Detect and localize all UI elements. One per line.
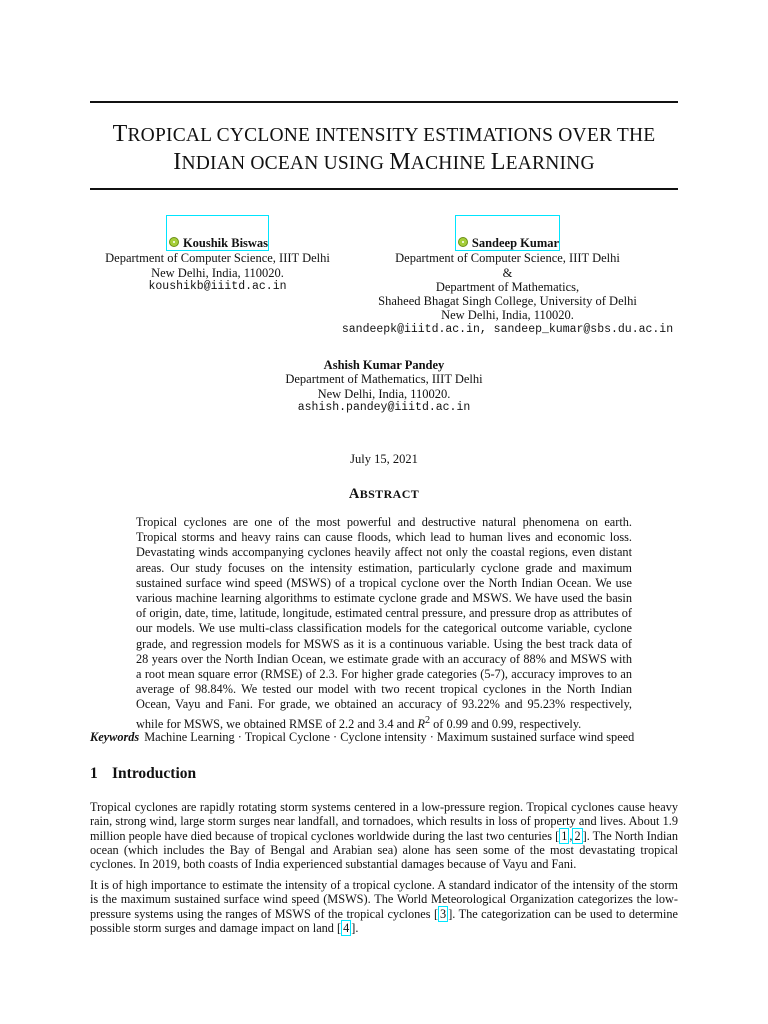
paper-title: [90, 121, 678, 177]
citation-link[interactable]: 3: [440, 906, 447, 921]
keywords-text: Machine Learning · Tropical Cyclone · Cyclone intensity · Maximum sustained surface wind speed: [144, 730, 635, 744]
intro-paragraph-2: It is of high importance to estimate the intensity of a tropical cyclone. A standard indicator of the intensity of the storm is the maximum sustained surface wind speed (MSWS). The World Meteorological Organization categorizes the low-pressure systems using the ranges of MSWS of the tropical cyclones [ 3 ]. The categorization can be used to determine possible storm surges and damage impact on land [ 4 ].: [90, 878, 679, 935]
orcid-icon: [169, 237, 179, 247]
author-name-row-2: [340, 215, 675, 251]
orcid-link-1[interactable]: [166, 215, 269, 251]
author-name: Koushik Biswas: [182, 236, 269, 250]
author-affiliation: Department of Mathematics, IIIT Delhi: [285, 372, 483, 387]
section-heading-introduction: 1 Introduction: [90, 765, 197, 782]
author-name: Ashish Kumar Pandey: [323, 358, 445, 372]
author-email[interactable]: koushikb@iiitd.ac.in: [148, 279, 287, 293]
author-affiliation: Department of Mathematics,: [435, 279, 580, 294]
author-affiliation: New Delhi, India, 110020.: [317, 386, 451, 401]
author-affiliation: New Delhi, India, 110020.: [151, 265, 284, 280]
author-block-1: [90, 215, 345, 294]
author-block-2: [340, 215, 675, 337]
orcid-icon: [458, 237, 468, 247]
author-block-3: [200, 358, 568, 415]
author-affiliation: New Delhi, India, 110020.: [441, 308, 574, 323]
citation-link[interactable]: 4: [343, 920, 350, 935]
abstract-heading: ABSTRACT: [348, 486, 420, 502]
author-affiliation: Department of Computer Science, IIIT Delhi: [105, 251, 330, 266]
title-top-rule: [90, 101, 678, 103]
intro-paragraph-1: Tropical cyclones are rapidly rotating storm systems centered in a low-pressure region. Tropical cyclones cause heavy rain, strong wind, large storm surges near landfall, and tornadoes, which results in loss of property and lives. About 1.9 million people have died because of tropical cyclones worldwide during the last two centuries [ 1 , 2 ]. The North Indian ocean (which includes the Bay of Bengal and Arabian sea) alone has seen some of the most devastating tropical cyclones. In 2019, both coasts of India experienced substantial damages because of Vayu and Fani.: [90, 800, 678, 872]
keywords-label: Keywords: [90, 730, 140, 744]
publication-date: July 15, 2021: [350, 452, 418, 466]
citation-link[interactable]: 2: [574, 828, 581, 843]
author-email[interactable]: ashish.pandey@iiitd.ac.in: [297, 400, 471, 414]
title-line-1: TROPICAL CYCLONE INTENSITY ESTIMATIONS OVER THE: [112, 121, 656, 147]
title-line-2: INDIAN OCEAN USING MACHINE LEARNING: [173, 149, 595, 175]
keywords-line: [90, 730, 678, 745]
author-name: Sandeep Kumar: [471, 236, 560, 250]
author-email[interactable]: sandeepk@iiitd.ac.in, sandeep_kumar@sbs.du.ac.in: [341, 322, 674, 336]
author-name-row-1: [90, 215, 345, 251]
title-bottom-rule: [90, 188, 678, 190]
citation-link[interactable]: 1: [561, 828, 568, 843]
author-affiliation: &: [502, 265, 513, 280]
orcid-link-2[interactable]: [455, 215, 560, 251]
author-affiliation: Shaheed Bhagat Singh College, University of Delhi: [378, 294, 637, 309]
abstract-text: Tropical cyclones are one of the most powerful and destructive natural phenomena on earth. Tropical storms and heavy rains can cause floods, which lead to human lives and economic loss. Devastating winds accompanying cyclones heavily affect not only the coastal regions, even distant areas. Our study focuses on the intensity estimation, particularly cyclone grade and maximum sustained surface wind speed (MSWS) of a tropical cyclone over the North Indian Ocean. We use various machine learning algorithms to estimate cyclone grade and MSWS. We have used the basin of origin, date, time, latitude, longitude, estimated central pressure, and pressure drop as attributes of our models. We use multi-class classification models for the categorical outcome variable, cyclone grade, and regression models for MSWS as it is a continuous variable. Using the best track data of 28 years over the North Indian Ocean, we estimate grade with an accuracy of 88% and MSWS with a root mean square error (RMSE) of 2.3. For higher grade categories (5-7), accuracy improves to an average of 98.84%. We tested our model with two recent tropical cyclones in the North Indian Ocean, Vayu and Fani. For grade, we obtained an accuracy of 93.22% and 95.23% respectively, while for MSWS, we obtained RMSE of 2.2 and 3.4 and $R^2$ of 0.99 and 0.99, respectively.: [136, 515, 632, 731]
author-affiliation: Department of Computer Science, IIIT Delhi: [395, 251, 620, 266]
